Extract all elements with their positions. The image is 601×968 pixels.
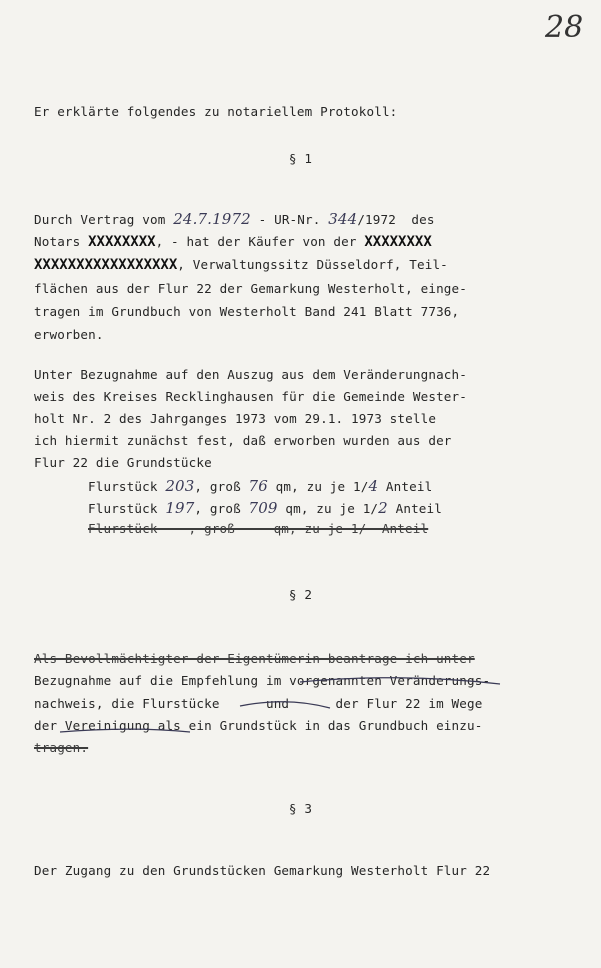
pen-stroke bbox=[300, 678, 500, 684]
text: Flurstück bbox=[88, 501, 166, 516]
handwritten-parcel-number: 203 bbox=[165, 477, 195, 495]
text: Durch Vertrag vom bbox=[34, 212, 174, 227]
redacted-notary-name: XXXXXXXX bbox=[88, 234, 156, 250]
page-number-handwritten: 28 bbox=[545, 10, 584, 45]
s3-line-1: Der Zugang zu den Grundstücken Gemarkung Westerholt Flur 22 bbox=[34, 863, 491, 878]
p1-line-6: erworben. bbox=[34, 327, 104, 342]
handwritten-parcel-size: 76 bbox=[248, 477, 268, 495]
text: - UR-Nr. bbox=[250, 212, 329, 227]
section-3-heading: § 3 bbox=[288, 801, 313, 816]
text: , groß bbox=[194, 501, 249, 516]
text: , - hat der Käufer von der bbox=[155, 234, 365, 249]
s2-line-1: Bezugnahme auf die Empfehlung im vorgenannten Veränderungs- bbox=[34, 673, 491, 688]
handwritten-date: 24.7.1972 bbox=[173, 210, 251, 228]
intro-line: Er erklärte folgendes zu notariellem Protokoll: bbox=[34, 104, 398, 119]
section-2-heading: § 2 bbox=[288, 587, 313, 602]
s2-line-3: der Vereinigung als ein Grundstück in das Grundbuch einzu- bbox=[34, 718, 483, 733]
p2-line-4: ich hiermit zunächst fest, daß erworben wurden aus der bbox=[34, 433, 452, 448]
redacted-seller-name: XXXXXXXX bbox=[364, 234, 432, 250]
s2-line-2: nachweis, die Flurstücke und der Flur 22 im Wege bbox=[34, 696, 483, 711]
s2-struck-line-2: tragen. bbox=[34, 740, 89, 755]
parcel-row-struck: Flurstück , groß qm, zu je 1/ Anteil bbox=[88, 521, 429, 536]
redacted-seller-name-cont: XXXXXXXXXXXXXXXXX bbox=[34, 257, 178, 273]
p2-line-3: holt Nr. 2 des Jahrganges 1973 vom 29.1. 1973 stelle bbox=[34, 411, 437, 426]
section-1-heading: § 1 bbox=[288, 151, 313, 166]
handwritten-parcel-number: 197 bbox=[165, 499, 195, 517]
s2-struck-line: Als Bevollmächtigter der Eigentümerin beantrage ich unter bbox=[34, 651, 475, 666]
handwritten-share: 2 bbox=[378, 499, 388, 517]
text: , Verwaltungssitz Düsseldorf, Teil- bbox=[177, 257, 448, 272]
pen-stroke bbox=[60, 729, 190, 732]
text: Notars bbox=[34, 234, 89, 249]
p1-line-5: tragen im Grundbuch von Westerholt Band 241 Blatt 7736, bbox=[34, 304, 460, 319]
handwritten-share: 4 bbox=[368, 477, 379, 495]
text: , groß bbox=[194, 479, 249, 494]
handwritten-parcel-size: 709 bbox=[248, 499, 278, 517]
handwritten-ur-number: 344 bbox=[328, 210, 358, 228]
text: qm, zu je 1/ bbox=[267, 479, 369, 494]
p2-line-5: Flur 22 die Grundstücke bbox=[34, 455, 212, 470]
text: Anteil bbox=[378, 479, 433, 494]
text: /1972 des bbox=[357, 212, 435, 227]
pen-stroke bbox=[240, 702, 330, 708]
p2-line-1: Unter Bezugnahme auf den Auszug aus dem Veränderungnach- bbox=[34, 367, 467, 382]
text: qm, zu je 1/ bbox=[277, 501, 379, 516]
text: Flurstück bbox=[88, 479, 166, 494]
p1-line-4: flächen aus der Flur 22 der Gemarkung Westerholt, einge- bbox=[34, 281, 467, 296]
p2-line-2: weis des Kreises Recklinghausen für die Gemeinde Wester- bbox=[34, 389, 467, 404]
text: Anteil bbox=[387, 501, 442, 516]
